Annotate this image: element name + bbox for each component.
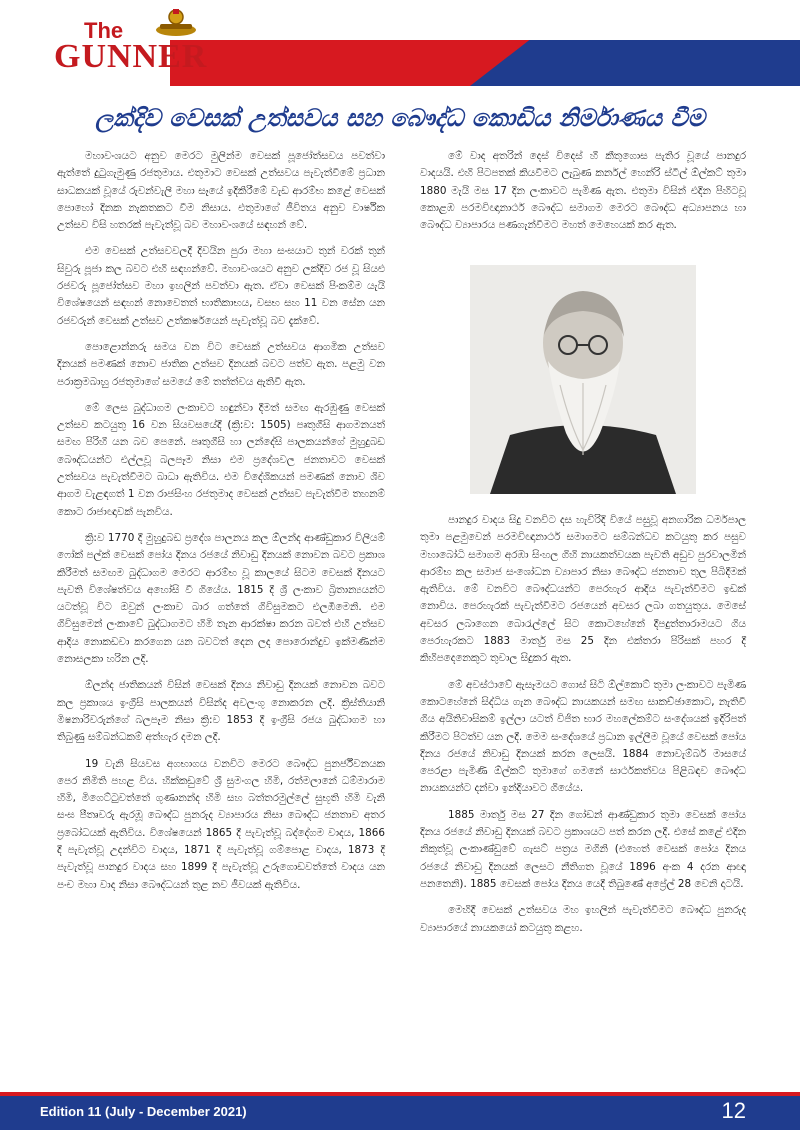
page-number: 12: [721, 1098, 746, 1123]
olcott-portrait-photo: [470, 265, 696, 494]
right-paragraph-3: මේ අවස්ථාවේ ඇසෑමයට ගොස් සිටි ඕල්කොට් තුමා ලංකාවට පැමිණ කොටහේනේ සිද්ධිය ගැන බෞද්ධ නායකයන් සමඟ සාකච්ඡාකොට, නැතිවී ගිය අයිතිවාසිකම් ඉල්ලා යටත් විජිත භාර මහලේකම්ට සංදේශයක් ඉදිරිපත් කිරීමට පිටත්ව යන ලදී. මෙම සංදේශයේ ප්‍රධාන ඉල්ලීම වූයේ වෙසක් පෝය දිනය රජයේ නිවාඩු දිනයක් කරන ලෙසයි. 1884 නොවැම්බර් මාසයේ පෙරළා පැමිණි ඕල්කට් තුමාගේ ගමනේ සාර්ථකත්වය පිළිබඳව බෞද්ධ නායකයන්ට දන්වා ඉන්දියාවට ගියේය.: [420, 678, 746, 795]
logo-gunner-text: GUNNER: [54, 38, 208, 75]
right-paragraph-2: පානදුර වාදය සිදු වනවිට දස හැවිරිදි වියේ පසුවූ අනගාරික ධර්මපාල තුමා පළමුවෙන් පරමවිඥානාර්ථ සමාගමට සම්බන්ධව කටයුතු කර පසුව මහාබෝධි සමාගම අරඹා සිංහල ගිහි නායකත්වයක පැවති අඩුව පුරවාලමින් ආරම්භ කල සමාජ සංශෝධන ව්‍යාපාර නිසා බෞද්ධ ජනතාව තුල පිබිදීමක් ඇතිවිය. මේ වනවිට බෞද්ධයන්ට පෙරහැර ආදිය පැවැත්වීමට ඉඩක් නොවිය. පෙරහැරක් පැවැත්වීමට රජයෙන් අවසර ලබා ගතයුතුය. මෙසේ අවසර ලබාගෙන බොරැල්ලේ සිට කොටහේනේ දීපදුත්තාරාමයට ගිය පෙරහැරකට 1883 මාර්තු මස 25 දින එක්තරා පිරිසක් පහර දී කිහිපදෙනෙකුට තුවාල සිදුකර ඇත.: [420, 514, 746, 665]
page-header: [0, 0, 800, 90]
right-paragraph-1: මේ වාද අතරින් දෙස් විදෙස් හී කීතුගොස පැතිර වූයේ පානදුර වාදයයි. එහි පිටපතක් කියවීමට ලැබුණ කර්නල් හෙන්රි ස්ටීල් ඕල්කට් තුමා 1880 මැයි මස 17 දින ලංකාවට පැමිණ ඇත. එතුමා විසින් එදින පිහිටවූ කොළඹ පරමවිඥානාර්ථ බෞද්ධ සමාගම මෙරට බෞද්ධ අධ්‍යාපනය හා බෞද්ධ ව්‍යාපාරය පණගැන්වීමට මහත් මෙහෙයක් කර ඇත.: [420, 150, 746, 232]
magazine-logo: [50, 8, 210, 88]
left-paragraph-3: පොළොන්නරු සමය වන විට වෙසක් උත්සවය ආගමික උත්සව දිනයක් පමණක් නොව ජාතික උත්සව දිනයක් බවට පත්ව ඇත. පළමු වන පරාක්‍රමබාහු රජතුමාගේ සමයේ මේ තත්ත්වය ඇතිවී ඇත.: [57, 340, 385, 388]
edition-label: Edition 11 (July - December 2021): [40, 1104, 247, 1119]
left-paragraph-7: 19 වැනි සියවස අගභාගය වනවිට මෙරට බෞද්ධ පුනර්ජීවනයක පෙර නිමිති පහළ විය. හික්කඩුවේ ශ්‍රී සුමංගල හිමි, රත්මලානේ ධම්මාරාම හිමි, මිගෙට්ටුවත්තේ ගුණානන්ද හිමි සහ බත්තරමුල්ලේ සුභූති හිමි වැනි සංඝ පීතෘවරු ඇරඹූ බෞද්ධ පුනරුද ව්‍යාපාරය නිසා බෞද්ධ ජනතාව අතර ප්‍රබෝධයක් ඇතිවිය. විශේෂයෙන් 1865 දී පැවැත්වූ බද්දේගම වාදය, 1866 දී පැවැත්වූ උදන්විට වාදය, 1871 දී පැවැත්වූ ගම්පොළ වාදය, 1873 දී පැවැත්වූ පානදුර වාදය සහ 1899 දී පැවැත්වූ උරුගොඩවත්තේ වාදය යන පංච මහා වාද නිසා බෞද්ධයන් තුළ නව ජීවයක් ඇතිවිය.: [57, 757, 385, 891]
right-paragraph-5: මෙහිදී වෙසක් උත්සවය මහ ඉහලින් පැවැත්වීමට බෞද්ධ පුනරුද ව්‍යාපාරයේ නායකයෝ කටයුතු කළහ.: [420, 904, 746, 934]
right-paragraph-4: 1885 මාර්තු මස 27 දින ගෝඩන් ආණ්ඩුකාර තුමා වෙසක් පෝය දිනය රජයේ නිවාඩු දිනයක් බවට ප්‍රකාශයට පත් කරන ලදී. එසේ කළේ එදින නිකුත්වූ ලංකාණ්ඩුවේ ගැසට් පත්‍රය මගිනි (එහෙත් වෙසක් පෝය දිනය රජයේ නිවාඩු දිනයක් ලෙසට නීතිගත වූයේ 1896 අංක 4 දරන ආඥා පනතෙනි). 1885 වෙසක් පෝය දිනය යෙදී තිබුණේ අප්‍රේල් 28 වෙනි දාටයි.: [420, 808, 746, 890]
right-column: [420, 148, 746, 934]
left-paragraph-5: ක්‍රි:ව 1770 දී මුහුදුබඩ ප්‍රදේශ පාලනය කල ඕලන්ද ආණ්ඩුකාර විලියම් ෆෝක් පල්ක් වෙසක් පෝය දිනය රජයේ නිවාඩු දිනයක් නොවන බවට ප්‍රකාශ කිරීමත් සමඟම බුද්ධාගම මෙරට ආරම්භ වූ කාලයේ සිටම වෙසක් දිනයට පැවති විශේෂත්වය අහෝසි වී ගියේය. 1815 දී ශ්‍රී ලංකාව බ්‍රිතාන්‍යයන්ට යටත්වූ විට ඔවුන් ලංකාව බාර ගත්තේ ගිවිසුමකට එලඹීමෙනි. එම ගිවිසුමෙන් ලංකාවේ බුද්ධාගමට හිමි තැන ආරක්ෂා කරන බවත් එහි උත්සව ආදිය නොකඩවා කරගෙන යන බවටත් දෙන ලද පොරොන්දුව ඉක්මණින්ම නොසලකා හරින ලදි.: [57, 531, 385, 666]
left-paragraph-4: මේ ලෙස බුද්ධාගම ලංකාවට හඳුන්වා දීමත් සමඟ ඇරඹුණු වෙසක් උත්සව කටයුතු 16 වන සියවසයේදී (ක්‍රි:ව: 1505) පෘතුගීසි ආගමනයත් සමඟ පිරිහී යන බව පෙනේ. පෘතුගීසි හා ලන්දේසි පාලකයන්ගේ මුහුදුබඩ බෞද්ධයන්ට එල්ලවූ බලපෑම නිසා එම ප්‍රදේශවල ජනතාවට වෙසක් උත්සවය පැවැත්වීමට බාධා ඇතිවිය. එම විදේශිකයන් පමණක් නොව ශිව ආගම වැළඳගත් 1 වන රාජසිංහ රජතුමාද වෙසක් උත්සව පැවැත්වීම තහනම් කොට රාජාඥාවක් පැනවිය.: [57, 401, 385, 518]
article-title: ලක්දිව වෙසක් උත්සවය සහ බෞද්ධ කොඩිය නිර්මාණය වීම: [95, 104, 705, 132]
right-column-lower: [420, 512, 746, 946]
left-paragraph-2: එම වෙසක් උත්සවවලදී දිවයින පුරා මහා සංඝයාට තුන් වරක් තුන් සිවුරු පූජා කල බවට එහි සඳහන්වේ. මහාවංශයට අනුව ලක්දිව රජ වූ සියළු රජවරු පූජෝත්සව මහා ඉහලින් පවත්වා ඇත. ඒවා වෙසක් පිංකම්ම යැයි විශේෂයෙන් සඳහන් නොවෙතත් භාතිකාභය, වසභ සහ 11 වන සේන යන රජවරුන් වෙසක් උත්සව උත්කර්ෂයෙන් පැවැත්වූ බව දැක්වේ.: [57, 245, 385, 327]
left-paragraph-6: ඕලන්ද ජාතිකයන් විසින් වෙසක් දිනය නිවාඩු දිනයක් නොවන බවට කල ප්‍රකාශය ඉංග්‍රීසි පාලකයන් විසින්ද අවලංගු නොකරන ලදි. ක්‍රිස්තියානි මිෂනාරිවරුන්ගේ බලපෑම නිසා ක්‍රි:ව 1853 දී ඉංග්‍රීසි රජය බුද්ධාගම හා තිබුණු සම්බන්ධකම් අත්හැර දමන ලදී.: [57, 679, 385, 744]
left-column: [57, 148, 385, 903]
logo-the-text: The: [84, 18, 124, 43]
left-paragraph-1: මහාවංශයට අනුව මෙරට මුලින්ම වෙසක් පූජෝත්සවය පවත්වා ඇත්තේ දුටුගැමුණු රජතුමාය. එතුමාට වෙසක් උත්සවය පැවැත්වීමේ ප්‍රධාන සාධකයක් වූයේ රුවන්වැලි මහා සෑයේ ඉදිකිරීමේ වැඩ ආරම්භ කළේ වෙසක් පොහෝ දිනක නැකතකට වීම නිසාය. එතුමාගේ ජීවිතය අනුව වාර්ෂික උත්සව විසි හතරක් පැවැත්වූ බව මහාවංශයේ සඳහන් වේ.: [57, 150, 385, 232]
portrait-icon: [470, 265, 696, 494]
